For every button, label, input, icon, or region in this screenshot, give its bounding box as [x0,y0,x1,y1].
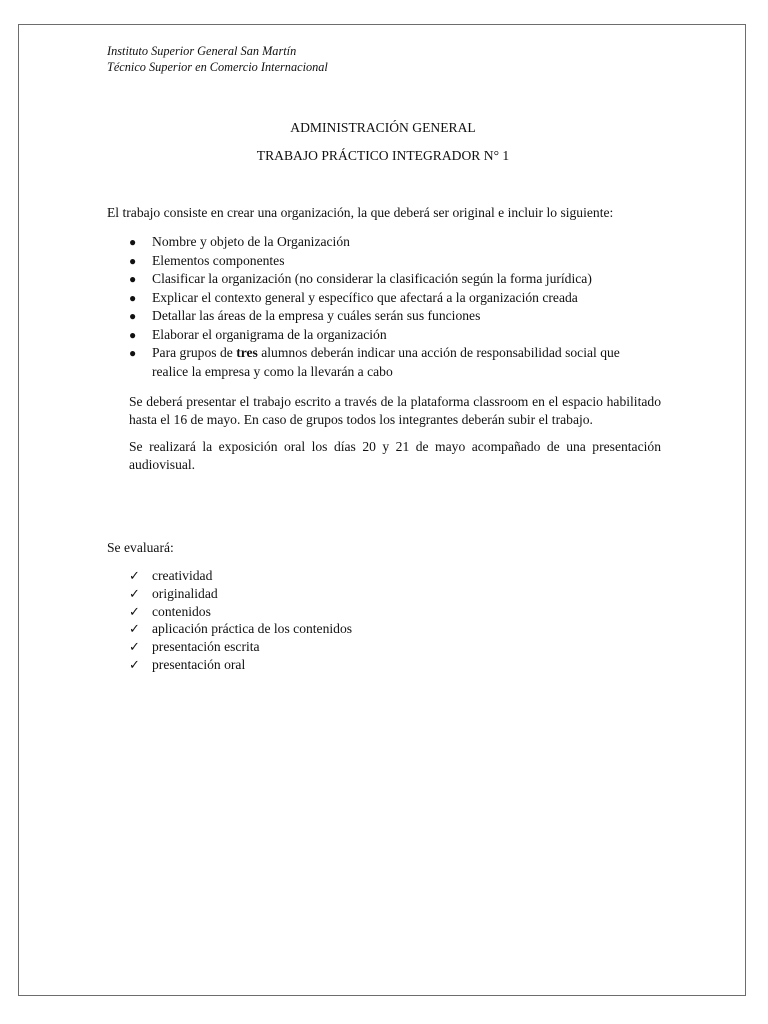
group-item-before: Para grupos de [152,345,237,360]
list-item-text: presentación oral [152,656,246,672]
list-item [107,585,642,603]
list-item [107,656,642,674]
list-item-text: presentación escrita [152,639,260,655]
list-item-text: Explicar el contexto general y específico que afectará a la organización creada [152,289,578,305]
evaluation-list [107,567,642,674]
list-item [107,567,642,585]
bullet-icon: ● [129,235,137,249]
subject-title: ADMINISTRACIÓN GENERAL [290,120,476,135]
evaluation-heading: Se evaluará: [107,540,174,555]
checkmark-icon: ✓ [129,568,140,583]
intro-paragraph: El trabajo consiste en crear una organización, la que deberá ser original e incluir lo siguiente: [107,205,614,220]
checkmark-icon: ✓ [129,639,140,655]
group-item-emphasis: tres [236,345,258,360]
group-item-after: alumnos deberán indicar una acción de responsabilidad social que realice la empresa y como la llevarán a cabo [152,345,620,379]
list-item-text: Clasificar la organización (no considerar la clasificación según la forma jurídica) [152,271,592,286]
checkmark-icon: ✓ [129,585,140,601]
list-item [107,603,642,621]
bullet-icon: ● [129,327,137,342]
list-item-text: originalidad [152,585,218,601]
list-item-text: Elementos componentes [152,252,285,268]
list-item [107,638,642,656]
list-item-text: creatividad [152,568,213,583]
list-item-text: aplicación práctica de los contenidos [152,621,353,637]
list-item [107,270,642,289]
bullet-icon: ● [129,272,137,286]
bullet-icon: ● [129,290,137,305]
checkmark-icon: ✓ [129,656,140,672]
presentation-paragraph: Se realizará la exposición oral los días 20 y 21 de mayo acompañado de una presentación audiovisual. [129,439,661,472]
list-item [107,252,642,271]
institution-name: Instituto Superior General San Martín [107,44,297,58]
list-item [107,620,642,638]
requirements-list [107,233,642,381]
bullet-icon: ● [129,346,137,360]
bullet-icon: ● [129,309,137,323]
program-name: Técnico Superior en Comercio Internacional [107,60,328,74]
list-item-text: Elaborar el organigrama de la organización [152,326,387,342]
document-header [107,43,328,75]
list-item [107,307,642,326]
document-page [18,24,746,996]
list-item-text: contenidos [152,603,211,619]
checkmark-icon: ✓ [129,621,140,637]
list-item-text [152,345,620,379]
bullet-icon: ● [129,253,137,268]
list-item-text: Nombre y objeto de la Organización [152,234,350,249]
list-item-text: Detallar las áreas de la empresa y cuáles serán sus funciones [152,308,481,323]
list-item [107,344,642,381]
assignment-title: TRABAJO PRÁCTICO INTEGRADOR N° 1 [256,148,510,163]
list-item [107,233,642,252]
checkmark-icon: ✓ [129,603,140,619]
submission-paragraph: Se deberá presentar el trabajo escrito a través de la plataforma classroom en el espacio habilitado hasta el 16 de mayo. En caso de grupos todos los integrantes deberán subir el trabajo. [129,394,661,427]
list-item [107,289,642,308]
list-item [107,326,642,345]
